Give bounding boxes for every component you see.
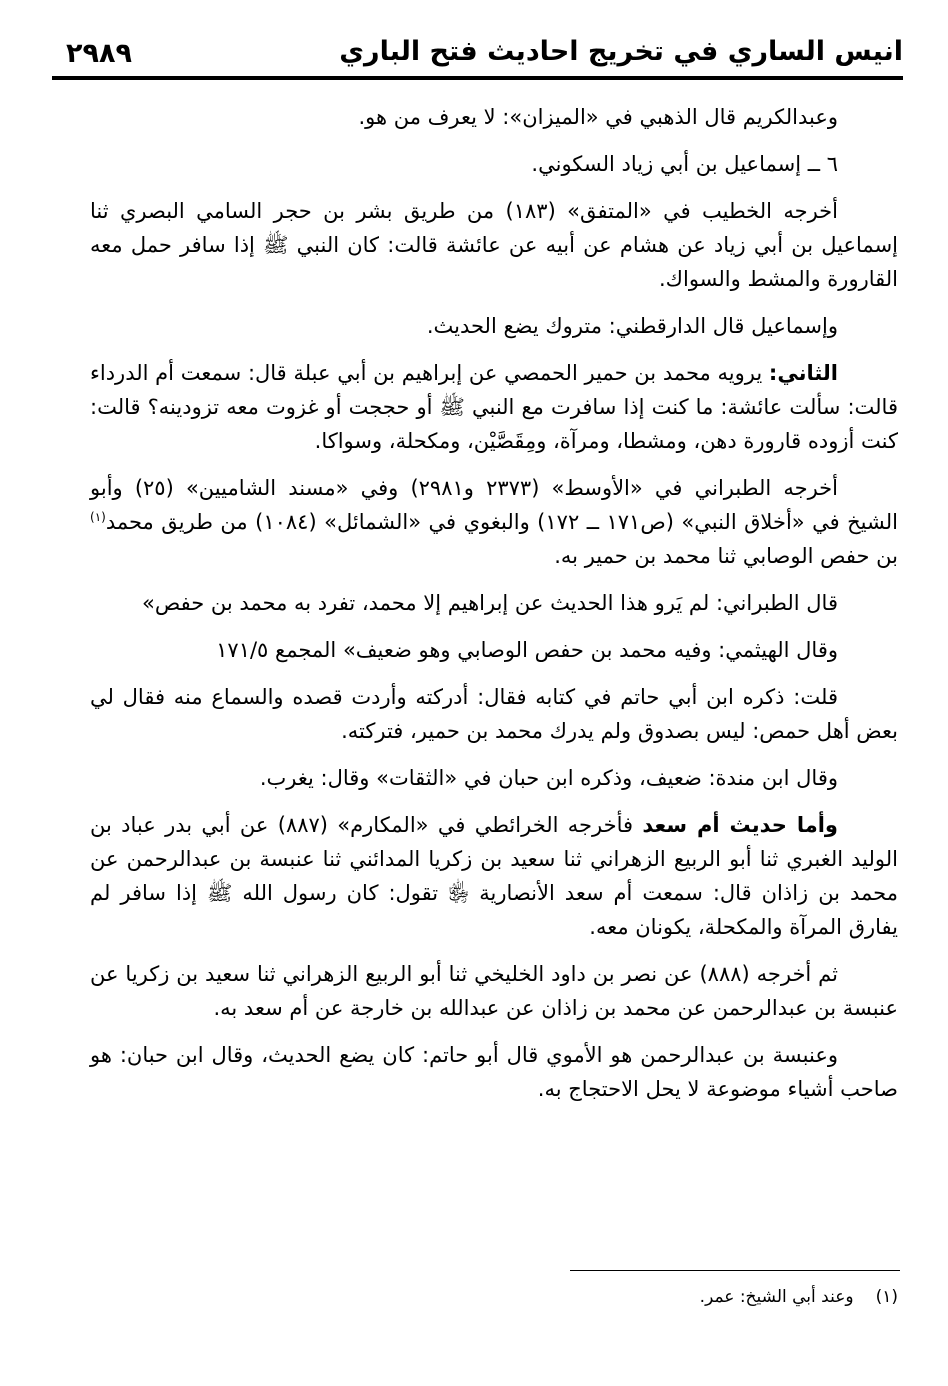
footnote-text: وعند أبي الشيخ: عمر. bbox=[699, 1287, 854, 1307]
paragraph-text: يرويه محمد بن حمير الحمصي عن إبراهيم بن أبي عبلة قال: سمعت أم الدرداء قالت: سألت عائشة: ما كنت إذا سافرت مع النبي ﷺ أو حججت أو غزوت معه تزودينه؟ قالت: كنت أزوده قارورة دهن، ومشطا، ومرآة، ومِقَصَّيْن، ومكحلة، وسواكا. bbox=[90, 361, 898, 453]
running-title: انيس الساري في تخريج احاديث فتح الباري bbox=[339, 36, 903, 67]
paragraph-lead: وأما حديث أم سعد bbox=[642, 813, 838, 837]
paragraph bbox=[90, 586, 898, 620]
footnote-marker: (١) bbox=[90, 510, 106, 524]
paragraph-lead: الثاني: bbox=[768, 361, 838, 385]
paragraph bbox=[90, 808, 898, 944]
paragraph bbox=[90, 1038, 898, 1106]
paragraph-text: وإسماعيل قال الدارقطني: متروك يضع الحديث. bbox=[426, 314, 838, 338]
paragraph bbox=[90, 957, 898, 1025]
paragraph bbox=[90, 680, 898, 748]
paragraph bbox=[90, 633, 898, 667]
paragraph bbox=[90, 761, 898, 795]
paragraph bbox=[90, 309, 898, 343]
page-number: ٢٩٨٩ bbox=[66, 38, 132, 69]
paragraph bbox=[90, 471, 898, 573]
paragraph-text: وقال الهيثمي: وفيه محمد بن حفص الوصابي وهو ضعيف» المجمع ١٧١/٥ bbox=[216, 638, 838, 662]
paragraph-text: ٦ ــ إسماعيل بن أبي زياد السكوني. bbox=[531, 152, 838, 176]
paragraph-text: بن حفص الوصابي ثنا محمد بن حمير به. bbox=[554, 544, 898, 568]
paragraph bbox=[90, 356, 898, 458]
paragraph-text: وعبدالكريم قال الذهبي في «الميزان»: لا يعرف من هو. bbox=[358, 105, 838, 129]
paragraph-text: وعنبسة بن عبدالرحمن هو الأموي قال أبو حاتم: كان يضع الحديث، وقال ابن حبان: هو صاحب أشياء موضوعة لا يحل الاحتجاج به. bbox=[90, 1043, 898, 1101]
paragraph-text: وقال ابن مندة: ضعيف، وذكره ابن حبان في «الثقات» وقال: يغرب. bbox=[259, 766, 838, 790]
paragraph bbox=[90, 100, 898, 134]
page-header bbox=[52, 28, 903, 78]
footnote-number: (١) bbox=[875, 1287, 898, 1307]
numbered-item bbox=[90, 147, 898, 181]
footnote bbox=[90, 1284, 898, 1310]
body-text bbox=[90, 100, 898, 1119]
header-rule bbox=[52, 76, 903, 80]
footnote-rule bbox=[570, 1270, 900, 1271]
paragraph-text: ثم أخرجه (٨٨٨) عن نصر بن داود الخليخي ثنا أبو الربيع الزهراني ثنا سعيد بن زكريا عن عنبسة بن عبدالرحمن عن محمد بن زاذان عن عبدالله بن خارجة عن أم سعد به. bbox=[90, 962, 898, 1020]
paragraph-text: قلت: ذكره ابن أبي حاتم في كتابه فقال: أدركته وأردت قصده والسماع منه فقال لي بعض أهل حمص: ليس بصدوق ولم يدرك محمد بن حمير، فتركته. bbox=[90, 685, 898, 743]
paragraph-text: أخرجه الطبراني في «الأوسط» (٢٣٧٣ و٢٩٨١) وفي «مسند الشاميين» (٢٥) وأبو الشيخ في «أخلاق النبي» (ص١٧١ ــ ١٧٢) والبغوي في «الشمائل» (١٠٨٤) من طريق محمد bbox=[90, 476, 898, 534]
paragraph-text: فأخرجه الخرائطي في «المكارم» (٨٨٧) عن أبي بدر عباد بن الوليد الغبري ثنا أبو الربيع الزهراني ثنا سعيد بن زكريا المدائني ثنا عنبسة بن عبدالرحمن عن محمد بن زاذان قال: سمعت أم سعد الأنصارية ﵂ تقول: كان رسول الله ﷺ إذا سافر لم يفارق المرآة والمكحلة، يكونان معه. bbox=[90, 813, 898, 939]
paragraph-text: أخرجه الخطيب في «المتفق» (١٨٣) من طريق بشر بن حجر السامي البصري ثنا إسماعيل بن أبي زياد عن هشام عن أبيه عن عائشة قالت: كان النبي ﷺ إذا سافر حمل معه القارورة والمشط والسواك. bbox=[90, 199, 898, 291]
paragraph bbox=[90, 194, 898, 296]
paragraph-text: قال الطبراني: لم يَرو هذا الحديث عن إبراهيم إلا محمد، تفرد به محمد بن حفص» bbox=[142, 591, 838, 615]
